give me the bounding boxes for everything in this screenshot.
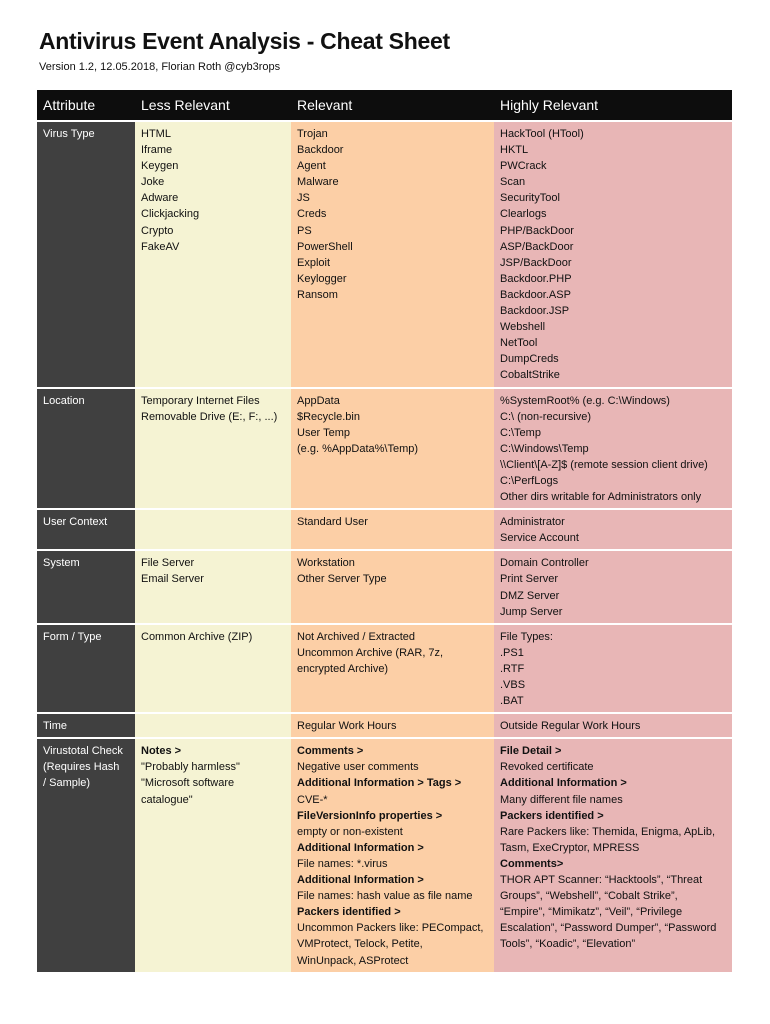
cell-line: Crypto — [141, 224, 174, 237]
cell-line: Tasm, ExeCryptor, MPRESS — [500, 841, 640, 854]
cell-line: .BAT — [500, 695, 524, 708]
cell-line: Time — [43, 720, 68, 733]
cell-line: $Recycle.bin — [297, 410, 360, 423]
cell-line: Additional Information > — [297, 841, 424, 854]
cell-line: THOR APT Scanner: “Hacktools”, “Threat — [500, 874, 703, 887]
cell-line: System — [43, 557, 80, 570]
cell-line: Revoked certificate — [500, 761, 594, 774]
cheat-sheet-table — [37, 90, 732, 972]
cell-line: "Probably harmless" — [141, 761, 240, 774]
cell-line: Common Archive (ZIP) — [141, 630, 253, 643]
cell-line: Administrator — [500, 516, 565, 529]
cell-line: Packers identified > — [297, 906, 401, 919]
cell-line: FakeAV — [141, 240, 180, 253]
cell-line: Scan — [500, 176, 526, 189]
cell-line: Not Archived / Extracted — [297, 630, 415, 643]
cell-line: (e.g. %AppData%\Temp) — [297, 442, 419, 455]
cell-line: Virus Type — [43, 128, 95, 140]
relevant-cell — [291, 623, 494, 712]
attribute-cell — [37, 712, 135, 737]
highly-relevant-cell — [494, 549, 732, 622]
cell-line: .PS1 — [500, 646, 524, 659]
cell-line: (Requires Hash — [43, 761, 120, 774]
cell-line: "Microsoft software — [141, 777, 235, 790]
cell-line: Ransom — [297, 288, 338, 301]
relevant-cell — [291, 549, 494, 622]
cell-line: / Sample) — [43, 777, 91, 790]
table-row — [37, 387, 732, 509]
cell-line: NetTool — [500, 337, 538, 350]
cell-line: Groups”, “Webshell”, “Cobalt Strike”, — [500, 890, 678, 903]
header-relevant: Relevant — [291, 90, 494, 120]
cell-line: Joke — [141, 176, 165, 189]
cell-line: JSP/BackDoor — [500, 256, 572, 269]
cell-line: Webshell — [500, 321, 546, 334]
cell-line: Service Account — [500, 532, 579, 545]
cell-line: %SystemRoot% (e.g. C:\Windows) — [500, 394, 670, 407]
cell-line: Creds — [297, 208, 327, 221]
table-row — [37, 508, 732, 549]
header-row — [37, 90, 732, 120]
table-row — [37, 737, 732, 971]
cell-line: Additional Information > — [500, 777, 627, 790]
cell-line: C:\ (non-recursive) — [500, 410, 592, 423]
cell-line: Backdoor.ASP — [500, 288, 571, 301]
cell-line: Trojan — [297, 128, 328, 140]
page-subtitle: Version 1.2, 12.05.2018, Florian Roth @cyb3rops — [39, 61, 281, 73]
less-relevant-cell — [135, 623, 291, 712]
cell-line: Uncommon Archive (RAR, 7z, — [297, 646, 444, 659]
cell-line: HKTL — [500, 144, 529, 157]
cell-line: User Context — [43, 516, 108, 529]
cell-line: User Temp — [297, 426, 350, 439]
cell-line: Location — [43, 394, 85, 407]
cell-line: .RTF — [500, 662, 525, 675]
less-relevant-cell — [135, 387, 291, 509]
cell-line: HackTool (HTool) — [500, 128, 584, 140]
table-row — [37, 549, 732, 622]
attribute-cell — [37, 623, 135, 712]
cell-line: Many different file names — [500, 793, 623, 806]
cell-line: Other Server Type — [297, 573, 387, 586]
cell-line: C:\PerfLogs — [500, 474, 559, 487]
table-row — [37, 120, 732, 387]
attribute-cell — [37, 508, 135, 549]
highly-relevant-cell — [494, 737, 732, 971]
cell-line: Adware — [141, 192, 179, 205]
cell-line: SecurityTool — [500, 192, 560, 205]
table-body — [37, 120, 732, 972]
attribute-cell — [37, 737, 135, 971]
relevant-cell — [291, 712, 494, 737]
cell-line: Other dirs writable for Administrators only — [500, 491, 702, 504]
cell-line: \\Client\[A-Z]$ (remote session client drive) — [500, 458, 708, 471]
cell-line: Keylogger — [297, 272, 347, 285]
table-row — [37, 623, 732, 712]
cell-line: Virustotal Check — [43, 745, 123, 758]
less-relevant-cell — [135, 712, 291, 737]
cell-line: Form / Type — [43, 630, 102, 643]
relevant-cell — [291, 737, 494, 971]
cell-line: WinUnpack, ASProtect — [297, 954, 409, 967]
cell-line: File names: *.virus — [297, 857, 388, 870]
table-row — [37, 712, 732, 737]
cell-line: File names: hash value as file name — [297, 890, 473, 903]
cell-line: C:\Windows\Temp — [500, 442, 589, 455]
cell-line: File Types: — [500, 630, 553, 643]
cell-line: Escalation”, “Password Dumper”, “Password — [500, 922, 717, 935]
highly-relevant-cell — [494, 387, 732, 509]
cell-line: encrypted Archive) — [297, 662, 389, 675]
cell-line: File Detail > — [500, 745, 562, 758]
cell-line: Additional Information > — [297, 874, 424, 887]
cell-line: Removable Drive (E:, F:, ...) — [141, 410, 278, 423]
cell-line: Notes > — [141, 745, 182, 758]
page-title: Antivirus Event Analysis - Cheat Sheet — [39, 28, 450, 54]
relevant-cell — [291, 508, 494, 549]
cell-line: Negative user comments — [297, 761, 419, 774]
cell-line: Jump Server — [500, 605, 563, 618]
attribute-cell — [37, 549, 135, 622]
cell-line: Malware — [297, 176, 339, 189]
relevant-cell — [291, 387, 494, 509]
cell-line: DumpCreds — [500, 353, 559, 366]
cell-line: PWCrack — [500, 160, 547, 173]
cell-line: Backdoor — [297, 144, 344, 157]
cell-line: JS — [297, 192, 310, 205]
cell-line: Additional Information > Tags > — [297, 777, 462, 790]
cell-line: Uncommon Packers like: PECompact, — [297, 922, 484, 935]
cell-line: C:\Temp — [500, 426, 541, 439]
cell-line: File Server — [141, 557, 195, 570]
attribute-cell — [37, 387, 135, 509]
less-relevant-cell — [135, 737, 291, 971]
cell-line: .VBS — [500, 679, 526, 691]
cell-line: Comments > — [297, 745, 364, 758]
cell-line: Iframe — [141, 144, 173, 157]
cell-line: Clearlogs — [500, 208, 547, 221]
attribute-cell — [37, 120, 135, 387]
cell-line: catalogue" — [141, 793, 193, 806]
less-relevant-cell — [135, 120, 291, 387]
cell-line: Email Server — [141, 573, 204, 586]
cell-line: Standard User — [297, 516, 368, 529]
cell-line: Regular Work Hours — [297, 720, 397, 733]
cell-line: Agent — [297, 160, 326, 173]
cell-line: Keygen — [141, 160, 179, 173]
less-relevant-cell — [135, 508, 291, 549]
cell-line: ASP/BackDoor — [500, 240, 574, 253]
cell-line: CobaltStrike — [500, 369, 560, 382]
header-less-relevant: Less Relevant — [135, 90, 291, 120]
cell-line: VMProtect, Telock, Petite, — [297, 938, 423, 951]
header-attribute: Attribute — [37, 90, 135, 120]
cell-line: HTML — [141, 128, 171, 140]
cell-line: Rare Packers like: Themida, Enigma, ApLib, — [500, 825, 716, 838]
cell-line: Clickjacking — [141, 208, 200, 221]
relevant-cell — [291, 120, 494, 387]
cell-line: FileVersionInfo properties > — [297, 809, 443, 822]
cell-line: Backdoor.PHP — [500, 272, 572, 285]
cell-line: AppData — [297, 394, 340, 407]
cell-line: Domain Controller — [500, 557, 589, 570]
cell-line: CVE-* — [297, 793, 328, 806]
header-highly-relevant: Highly Relevant — [494, 90, 732, 120]
cell-line: empty or non-existent — [297, 825, 403, 838]
cell-line: PowerShell — [297, 240, 353, 253]
less-relevant-cell — [135, 549, 291, 622]
cell-line: Backdoor.JSP — [500, 305, 570, 318]
cell-line: Tools”, “Koadic”, “Elevation” — [500, 938, 636, 951]
cell-line: Exploit — [297, 256, 331, 269]
highly-relevant-cell — [494, 623, 732, 712]
cell-line: Print Server — [500, 573, 559, 586]
highly-relevant-cell — [494, 120, 732, 387]
cell-line: DMZ Server — [500, 589, 560, 602]
highly-relevant-cell — [494, 712, 732, 737]
cell-line: Workstation — [297, 557, 355, 570]
highly-relevant-cell — [494, 508, 732, 549]
cell-line: Outside Regular Work Hours — [500, 720, 641, 733]
cell-line: Packers identified > — [500, 809, 604, 822]
cell-line: Temporary Internet Files — [141, 394, 260, 407]
cell-line: PHP/BackDoor — [500, 224, 574, 237]
cell-line: “Empire”, “Mimikatz”, “Veil”, “Privilege — [500, 906, 683, 919]
cell-line: PS — [297, 224, 312, 237]
cell-line: Comments> — [500, 857, 564, 870]
